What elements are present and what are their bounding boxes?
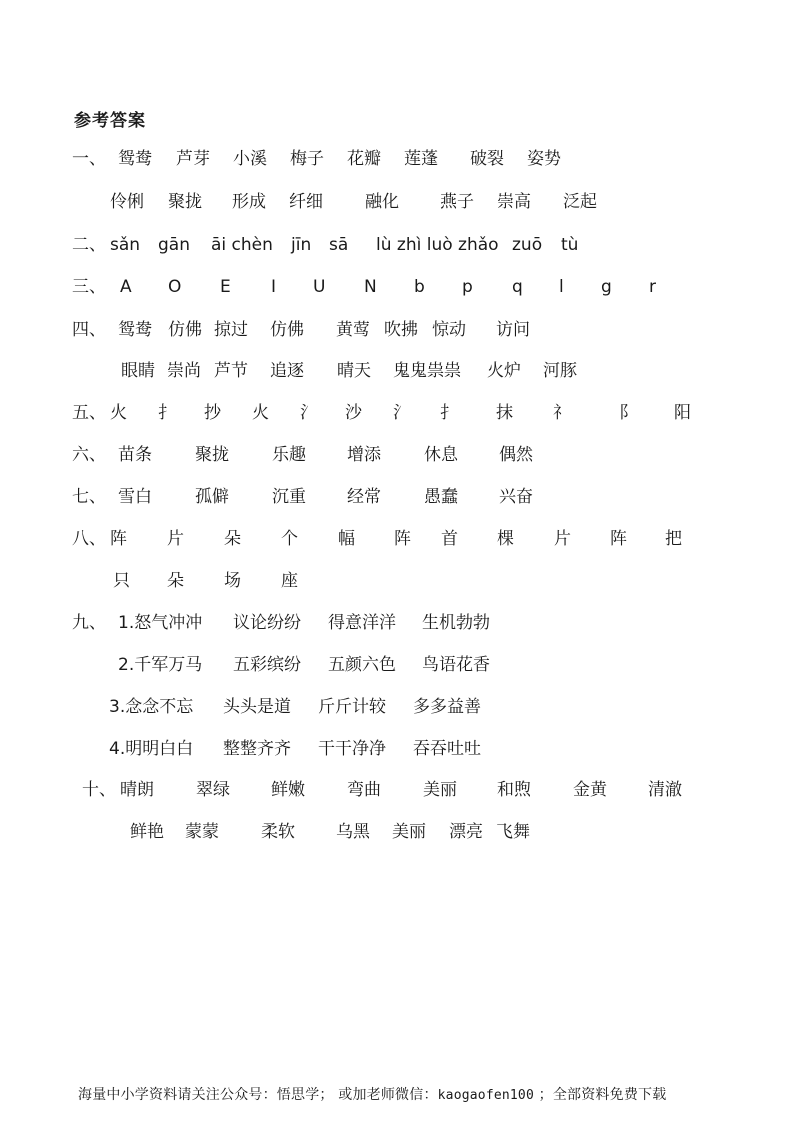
answer-word: 破裂	[470, 149, 504, 169]
section-label: 九、	[72, 613, 106, 633]
radical-answer: 抄	[204, 403, 221, 423]
answer-word: 蒙蒙	[185, 822, 219, 842]
idiom-answer: 生机勃勃	[422, 613, 490, 633]
section-label: 五、	[72, 403, 106, 423]
answer-word: 吹拂	[384, 320, 418, 340]
radical-answer: 阝	[619, 403, 636, 423]
section-label: 一、	[72, 149, 106, 169]
idiom-answer: 五彩缤纷	[233, 655, 301, 675]
radical-answer: 抹	[496, 403, 513, 423]
answer-word: 眼睛	[121, 361, 155, 381]
answer-word: 增添	[347, 445, 381, 465]
answer-word: 掠过	[214, 320, 248, 340]
section-2-row	[0, 232, 800, 258]
measure-word: 阵	[110, 529, 127, 549]
answer-word: 弯曲	[347, 780, 381, 800]
answer-word: 晴天	[337, 361, 371, 381]
measure-word: 把	[665, 529, 682, 549]
section-1-row-1	[0, 146, 800, 172]
letter-answer: l	[559, 277, 564, 297]
answer-word: 泛起	[563, 192, 597, 212]
measure-word: 片	[554, 529, 571, 549]
pinyin-answer: sā	[329, 235, 349, 255]
measure-word: 只	[113, 571, 130, 591]
answer-word: 柔软	[261, 822, 295, 842]
pinyin-answer: gān	[158, 235, 190, 255]
answer-word: 沉重	[272, 487, 306, 507]
pinyin-answer: sǎn	[110, 235, 141, 255]
answer-word: 梅子	[290, 149, 324, 169]
idiom-answer: 干干净净	[318, 739, 386, 759]
radical-answer: 扌	[158, 403, 175, 423]
answer-word: 雪白	[118, 487, 152, 507]
answer-word: 飞舞	[496, 822, 530, 842]
page-title: 参考答案	[74, 111, 146, 131]
answer-word: 聚拢	[168, 192, 202, 212]
section-label: 十、	[82, 780, 116, 800]
idiom-answer: 议论纷纷	[233, 613, 301, 633]
radical-answer: 阳	[674, 403, 691, 423]
answer-word: 崇尚	[167, 361, 201, 381]
radical-answer: 火	[110, 403, 127, 423]
measure-word: 朵	[167, 571, 184, 591]
measure-word: 棵	[497, 529, 514, 549]
idiom-answer: 3.念念不忘	[109, 697, 194, 717]
answer-word: 形成	[232, 192, 266, 212]
letter-answer: O	[168, 277, 182, 297]
footer-wechat-id: kaogaofen100	[437, 1088, 534, 1103]
radical-answer: 沙	[345, 403, 362, 423]
measure-word: 首	[441, 529, 458, 549]
radical-answer: 氵	[393, 403, 410, 423]
measure-word: 幅	[338, 529, 355, 549]
pinyin-answer: āi chèn	[211, 235, 273, 255]
answer-word: 河豚	[543, 361, 577, 381]
answer-word: 崇高	[497, 192, 531, 212]
section-5-row	[0, 400, 800, 426]
measure-word: 片	[167, 529, 184, 549]
answer-word: 芦节	[214, 361, 248, 381]
answer-word: 鸳鸯	[118, 320, 152, 340]
answer-word: 莲蓬	[404, 149, 438, 169]
measure-word: 座	[281, 571, 298, 591]
radical-answer: 扌	[440, 403, 457, 423]
idiom-answer: 吞吞吐吐	[413, 739, 481, 759]
footer-text-suffix: ；全部资料免费下载	[533, 1087, 667, 1103]
measure-word: 个	[281, 529, 298, 549]
letter-answer: E	[220, 277, 231, 297]
letter-answer: p	[462, 277, 473, 297]
pinyin-answer: tù	[561, 235, 579, 255]
section-label: 二、	[72, 235, 106, 255]
measure-word: 阵	[610, 529, 627, 549]
answer-word: 经常	[347, 487, 381, 507]
answer-word: 清澈	[648, 780, 682, 800]
answer-word: 芦芽	[176, 149, 210, 169]
section-label: 七、	[72, 487, 106, 507]
answer-word: 乌黑	[336, 822, 370, 842]
letter-answer: b	[414, 277, 425, 297]
section-1-row-2	[0, 189, 800, 215]
section-label: 六、	[72, 445, 106, 465]
answer-word: 漂亮	[449, 822, 483, 842]
idiom-answer: 头头是道	[223, 697, 291, 717]
letter-answer: N	[364, 277, 377, 297]
answer-word: 仿佛	[270, 320, 304, 340]
idiom-answer: 多多益善	[413, 697, 481, 717]
answer-word: 追逐	[270, 361, 304, 381]
radical-answer: 氵	[300, 403, 317, 423]
answer-word: 乐趣	[272, 445, 306, 465]
pinyin-answer: zuō	[512, 235, 543, 255]
answer-word: 鬼鬼祟祟	[393, 361, 461, 381]
section-9-row-4	[0, 736, 800, 762]
section-9-row-2	[0, 652, 800, 678]
answer-word: 鸳鸯	[118, 149, 152, 169]
idiom-answer: 1.怒气冲冲	[118, 613, 203, 633]
answer-word: 愚蠢	[424, 487, 458, 507]
letter-answer: q	[512, 277, 523, 297]
answer-word: 花瓣	[347, 149, 381, 169]
answer-word: 姿势	[527, 149, 561, 169]
section-4-row-2	[0, 358, 800, 384]
letter-answer: U	[313, 277, 326, 297]
letter-answer: r	[649, 277, 656, 297]
section-8-row-1	[0, 526, 800, 552]
answer-word: 晴朗	[120, 780, 154, 800]
section-3-row	[0, 274, 800, 300]
answer-word: 美丽	[392, 822, 426, 842]
pinyin-answer: jīn	[291, 235, 312, 255]
letter-answer: g	[601, 277, 612, 297]
footer-notice	[78, 1084, 666, 1104]
footer-text-prefix: 海量中小学资料请关注公众号：悟思学； 或加老师微信：	[78, 1087, 438, 1103]
answer-word: 翠绿	[196, 780, 230, 800]
answer-word: 纤细	[289, 192, 323, 212]
letter-answer: A	[120, 277, 132, 297]
section-6-row	[0, 442, 800, 468]
answer-word: 孤僻	[195, 487, 229, 507]
section-label: 三、	[72, 277, 106, 297]
section-10-row-1	[0, 777, 800, 803]
answer-word: 和煦	[497, 780, 531, 800]
answer-word: 休息	[424, 445, 458, 465]
answer-word: 融化	[365, 192, 399, 212]
answer-word: 金黄	[573, 780, 607, 800]
letter-answer: I	[271, 277, 277, 297]
measure-word: 场	[224, 571, 241, 591]
answer-word: 小溪	[233, 149, 267, 169]
measure-word: 朵	[224, 529, 241, 549]
section-9-row-3	[0, 694, 800, 720]
measure-word: 阵	[394, 529, 411, 549]
answer-word: 火炉	[487, 361, 521, 381]
idiom-answer: 4.明明白白	[109, 739, 194, 759]
answer-word: 惊动	[432, 320, 466, 340]
answer-word: 聚拢	[195, 445, 229, 465]
section-label: 四、	[72, 320, 106, 340]
answer-word: 伶俐	[110, 192, 144, 212]
section-4-row-1	[0, 317, 800, 343]
idiom-answer: 斤斤计较	[318, 697, 386, 717]
idiom-answer: 五颜六色	[328, 655, 396, 675]
idiom-answer: 鸟语花香	[422, 655, 490, 675]
answer-word: 兴奋	[499, 487, 533, 507]
idiom-answer: 得意洋洋	[328, 613, 396, 633]
answer-word: 燕子	[440, 192, 474, 212]
pinyin-answer: lù zhì luò zhǎo	[376, 235, 499, 255]
radical-answer: 礻	[553, 403, 570, 423]
answer-word: 仿佛	[168, 320, 202, 340]
idiom-answer: 整整齐齐	[223, 739, 291, 759]
idiom-answer: 2.千军万马	[118, 655, 203, 675]
answer-word: 访问	[496, 320, 530, 340]
section-7-row	[0, 484, 800, 510]
section-label: 八、	[72, 529, 106, 549]
answer-word: 偶然	[499, 445, 533, 465]
radical-answer: 火	[252, 403, 269, 423]
answer-word: 鲜嫩	[271, 780, 305, 800]
answer-word: 美丽	[423, 780, 457, 800]
answer-word: 黄莺	[336, 320, 370, 340]
section-10-row-2	[0, 819, 800, 845]
section-8-row-2	[0, 568, 800, 594]
section-9-row-1	[0, 610, 800, 636]
answer-word: 苗条	[118, 445, 152, 465]
answer-word: 鲜艳	[130, 822, 164, 842]
